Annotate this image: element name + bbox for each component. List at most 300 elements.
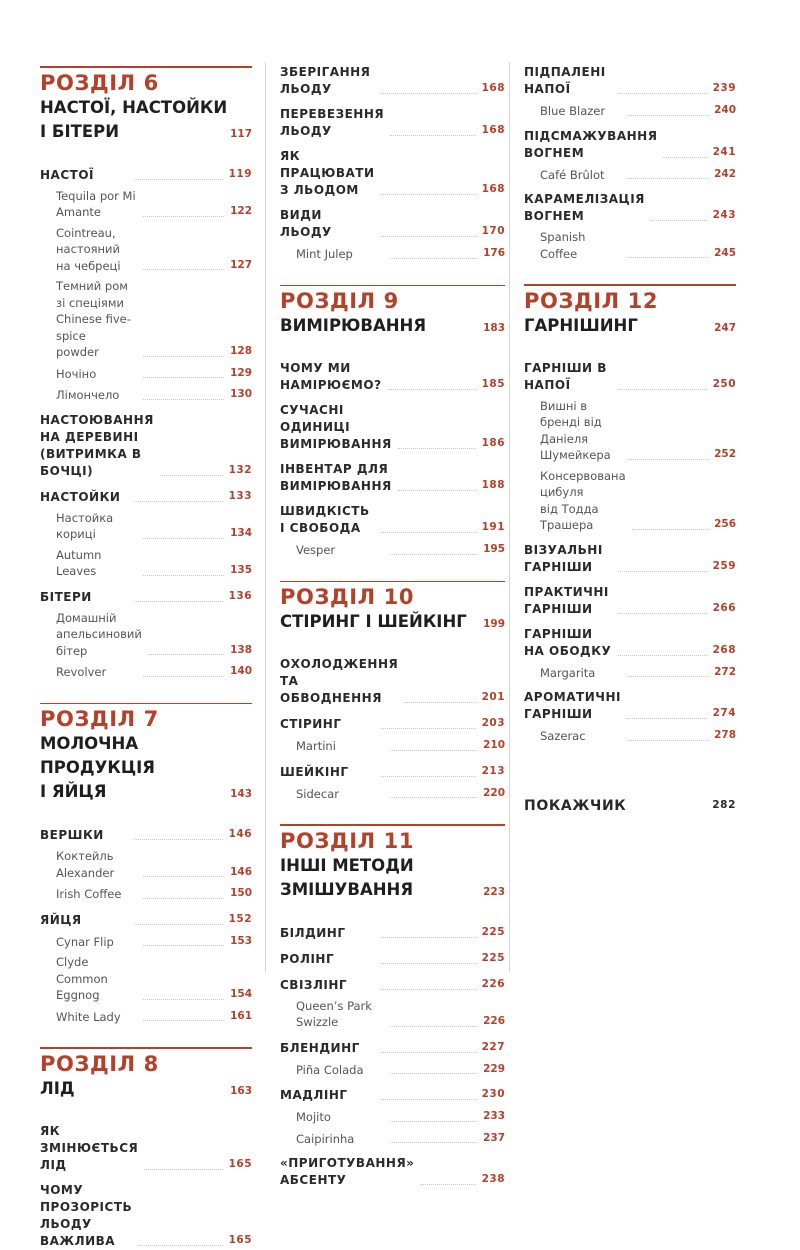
toc-section — [40, 412, 252, 480]
section-label — [280, 106, 384, 140]
toc-section — [280, 763, 505, 781]
label-line: Martini — [296, 739, 336, 753]
chapter-title — [524, 314, 714, 338]
dot-leader — [388, 389, 476, 390]
dot-leader — [381, 937, 476, 938]
label-line: Revolver — [56, 665, 107, 679]
page-number: 146 — [228, 828, 253, 840]
toc-subentry — [40, 278, 252, 361]
label-line: ШЕЙКІНГ — [280, 764, 349, 779]
section-label — [280, 1087, 375, 1104]
label-line: ПІДПАЛЕНІ НАПОЇ — [524, 65, 606, 96]
toc-section — [280, 715, 505, 733]
section-label — [40, 1123, 138, 1174]
section-label — [280, 1155, 414, 1189]
label-line: Piña Colada — [296, 1062, 364, 1077]
dot-leader — [390, 1073, 478, 1074]
chapter-heading — [280, 577, 505, 635]
page-number: 239 — [712, 82, 737, 94]
section-label — [280, 360, 382, 394]
toc-section — [280, 1086, 505, 1104]
page-number: 133 — [228, 489, 253, 502]
section-label — [524, 584, 612, 618]
toc-section — [40, 1123, 252, 1174]
toc-section — [280, 402, 505, 453]
label-line: ВИМІРЮВАННЯ — [280, 437, 392, 451]
toc-section — [524, 584, 736, 618]
toc-subentry — [524, 166, 736, 184]
toc-subentry — [280, 1130, 505, 1148]
section-label — [280, 951, 375, 968]
subentry-label — [540, 468, 626, 534]
toc-section — [280, 503, 505, 537]
toc-subentry — [524, 102, 736, 120]
page-number: 242 — [714, 167, 737, 180]
spacer — [40, 681, 252, 699]
dot-leader — [618, 571, 706, 572]
label-line: ЗБЕРІГАННЯ ЛЬОДУ — [280, 65, 371, 96]
spacer — [524, 262, 736, 280]
label-line: ВИДИ ЛЬОДУ — [280, 208, 332, 239]
dot-leader — [138, 1245, 222, 1246]
chapter-rule — [40, 1047, 252, 1049]
chapter-title-line: ПРОДУКЦІЯ — [40, 758, 155, 777]
dot-leader — [381, 728, 476, 729]
page-number: 122 — [230, 205, 253, 217]
label-line: Вишні в бренді від — [540, 398, 602, 429]
dot-leader — [143, 356, 224, 357]
page-number: 256 — [714, 518, 736, 530]
page-number: 161 — [230, 1009, 253, 1022]
label-line: Caipirinha — [296, 1131, 355, 1146]
dot-leader — [134, 839, 222, 840]
page-number: 282 — [712, 798, 736, 811]
dot-leader — [134, 179, 222, 180]
page-number: 152 — [228, 912, 253, 925]
toc-column-2 — [265, 62, 506, 1187]
toc-section — [524, 542, 736, 576]
label-line: Eggnog — [56, 988, 100, 1002]
label-line: НАСТОЙКИ — [40, 489, 121, 504]
dot-leader — [398, 490, 476, 491]
page-number: 233 — [483, 1110, 506, 1122]
dot-leader — [381, 93, 476, 94]
dot-leader — [143, 999, 224, 1000]
dot-leader — [381, 194, 476, 195]
page-number: 229 — [483, 1062, 506, 1075]
page-number: 150 — [230, 887, 253, 899]
label-line: Настойка кориці — [56, 510, 114, 541]
page-number: 128 — [230, 345, 253, 357]
label-line: НАСТОЮВАННЯ — [40, 412, 154, 427]
page-number: 136 — [228, 589, 253, 602]
label-line: Blue Blazer — [540, 104, 606, 118]
chapter-title — [280, 610, 483, 634]
subentry-label — [56, 366, 137, 383]
page-number: 226 — [483, 1015, 506, 1027]
chapter-heading — [524, 280, 736, 338]
page-number: 272 — [714, 665, 737, 678]
subentry-label — [296, 1131, 384, 1148]
page-number: 201 — [481, 691, 505, 703]
label-line: ВІЗУАЛЬНІ ГАРНІШИ — [524, 542, 603, 574]
subentry-label — [56, 664, 137, 681]
toc-subentry — [280, 541, 505, 559]
label-line: Vesper — [296, 543, 336, 557]
label-line: ВИМІРЮВАННЯ — [280, 479, 392, 493]
subentry-label — [296, 542, 384, 559]
label-line: ПІДСМАЖУВАННЯ — [524, 128, 658, 143]
label-line: ВОГНЕМ — [524, 209, 585, 223]
page-number: 176 — [483, 247, 506, 259]
dot-leader — [390, 258, 478, 259]
toc-subentry — [40, 510, 252, 543]
chapter-heading — [280, 820, 505, 902]
dot-leader — [381, 989, 476, 990]
chapter-title-line: СТІРИНГ І ШЕЙКІНГ — [280, 612, 467, 631]
page-number: 227 — [481, 1040, 506, 1053]
label-line: Queen’s Park Swizzle — [296, 998, 372, 1029]
label-line: Mint Julep — [296, 247, 353, 261]
label-line: Margarita — [540, 665, 596, 680]
toc-section — [40, 1182, 252, 1250]
subentry-label — [56, 547, 137, 580]
spacer — [40, 144, 252, 158]
toc-section — [280, 1155, 505, 1189]
dot-leader — [143, 377, 224, 378]
section-label — [40, 827, 128, 844]
chapter-title-line: НАСТОЇ, НАСТОЙКИ — [40, 97, 228, 117]
subentry-label — [296, 738, 384, 755]
label-line: ШВИДКІСТЬ І СВОБОДА — [280, 504, 370, 535]
label-line: БІТЕРИ — [40, 589, 92, 604]
label-line: ВОГНЕМ — [524, 145, 585, 160]
chapter-rule — [524, 284, 736, 286]
page-number: 259 — [712, 559, 737, 572]
label-line: Mojito — [296, 1110, 331, 1124]
page-number: 119 — [228, 167, 253, 180]
toc-subentry — [40, 386, 252, 404]
toc-subentry — [40, 188, 252, 221]
page-number: 225 — [481, 925, 506, 938]
section-label — [524, 689, 621, 723]
toc-section — [280, 64, 505, 98]
label-line: (ВИТРИМКА В БОЧЦІ) — [40, 446, 142, 478]
section-label — [280, 656, 398, 707]
chapter-rule — [280, 824, 505, 826]
dot-leader — [390, 750, 478, 751]
dot-leader — [381, 963, 476, 964]
toc-subentry — [40, 547, 252, 580]
page-number: 132 — [228, 463, 252, 476]
dot-leader — [143, 538, 224, 539]
section-label — [524, 191, 645, 225]
chapter-heading — [40, 699, 252, 805]
toc-subentry — [40, 848, 252, 881]
subentry-label — [540, 229, 621, 262]
page-number: 223 — [483, 885, 505, 898]
dot-leader — [390, 1026, 478, 1027]
section-label — [524, 542, 612, 576]
toc-section — [280, 1039, 505, 1057]
label-line: Домашній — [56, 610, 117, 625]
page-number: 165 — [228, 1157, 252, 1170]
toc-subentry — [524, 468, 736, 534]
page-number: 213 — [481, 764, 506, 777]
subentry-label — [296, 786, 384, 803]
toc-section — [40, 488, 252, 506]
chapter-title-row — [280, 854, 505, 902]
chapter-title-line: ЗМІШУВАННЯ — [280, 879, 414, 899]
label-line: АБСЕНТУ — [280, 1173, 347, 1187]
spacer — [280, 802, 505, 820]
toc-section — [524, 689, 736, 723]
spacer — [40, 1025, 252, 1043]
label-line: Irish Coffee — [56, 887, 122, 901]
dot-leader — [627, 178, 708, 179]
page-number: 127 — [230, 258, 253, 271]
chapter-title-row — [40, 1077, 252, 1101]
dot-leader — [398, 448, 476, 449]
section-label — [524, 64, 612, 98]
dot-leader — [143, 575, 224, 576]
dot-leader — [381, 532, 476, 533]
section-label — [280, 716, 375, 733]
subentry-label — [56, 387, 137, 404]
label-line: на чебреці — [56, 258, 121, 273]
page-number: 274 — [712, 707, 736, 719]
page-number: 143 — [230, 788, 252, 800]
chapter-label: РОЗДІЛ 6 — [40, 70, 159, 95]
spacer — [280, 634, 505, 648]
dot-leader — [143, 676, 224, 677]
page-number: 134 — [230, 527, 253, 539]
label-line: ЛЬОДУ ВАЖЛИВА — [40, 1216, 116, 1248]
label-line: ЯК ЗМІНЮЄТЬСЯ ЛІД — [40, 1123, 139, 1172]
label-line: Sazerac — [540, 729, 586, 743]
section-label — [280, 64, 375, 98]
page-number: 153 — [230, 934, 253, 947]
section-label — [40, 1182, 132, 1250]
label-line: Ночіно — [56, 366, 97, 381]
subentry-label — [296, 1109, 384, 1126]
chapter-title-row — [40, 732, 252, 804]
toc-section — [280, 461, 505, 495]
dot-leader — [143, 1020, 224, 1021]
label-line: ГАРНІШИ НА ОБОДКУ — [524, 626, 612, 658]
label-line: СВІЗЛІНГ — [280, 977, 348, 992]
page-number: 129 — [230, 366, 253, 379]
toc-section — [280, 207, 505, 241]
section-label — [280, 925, 375, 942]
page-number: 191 — [481, 521, 506, 533]
dot-leader — [381, 1052, 476, 1053]
page-number: 199 — [483, 618, 505, 630]
page-number: 237 — [483, 1131, 506, 1144]
label-line: Даніеля Шумейкера — [540, 431, 611, 462]
chapter-title-row — [280, 610, 505, 634]
label-line: від Тодда Трашера — [540, 501, 599, 532]
dot-leader — [618, 613, 706, 614]
page-number: 188 — [481, 479, 505, 491]
label-line: ЯЙЦЯ — [40, 912, 82, 927]
toc-subentry — [524, 398, 736, 464]
dot-leader — [390, 1121, 478, 1122]
label-line: Spanish Coffee — [540, 230, 586, 261]
label-line: ЯК ПРАЦЮВАТИ — [280, 149, 375, 180]
subentry-label — [540, 665, 621, 682]
toc-subentry — [280, 737, 505, 755]
dot-leader — [627, 115, 708, 116]
section-label — [524, 128, 657, 162]
label-line: Autumn Leaves — [56, 547, 102, 578]
page-number: 163 — [230, 1084, 252, 1097]
page-number: 168 — [481, 183, 506, 195]
section-label — [40, 912, 128, 929]
chapter-title-line: ГАРНІШИНГ — [524, 315, 638, 335]
page-number: 252 — [714, 448, 737, 460]
chapter-title-row — [524, 314, 736, 338]
dot-leader — [134, 501, 222, 502]
toc-subentry — [40, 663, 252, 681]
dot-leader — [618, 93, 706, 94]
toc-section — [40, 826, 252, 844]
spacer — [280, 559, 505, 577]
chapter-label: РОЗДІЛ 11 — [280, 828, 415, 853]
chapter-title-line: І БІТЕРИ — [40, 121, 120, 141]
subentry-label — [296, 998, 384, 1031]
dot-leader — [381, 236, 476, 237]
page-number: 247 — [714, 321, 736, 334]
dot-leader — [618, 389, 706, 390]
label-line: Chinese five-spice — [56, 312, 131, 343]
page-number: 135 — [230, 564, 253, 576]
label-line: ЧОМУ ПРОЗОРІСТЬ — [40, 1182, 133, 1214]
section-label — [280, 402, 392, 453]
section-label — [280, 977, 375, 994]
dot-leader — [134, 601, 222, 602]
chapter-label: РОЗДІЛ 12 — [524, 288, 659, 313]
label-line: КАРАМЕЛІЗАЦІЯ — [524, 192, 645, 206]
spacer — [40, 804, 252, 818]
dot-leader — [627, 459, 708, 460]
section-label — [280, 764, 375, 781]
subentry-label — [56, 610, 142, 660]
page-number: 210 — [483, 739, 506, 751]
section-label — [40, 589, 128, 606]
toc-section — [524, 64, 736, 98]
toc-subentry — [40, 225, 252, 275]
subentry-label — [296, 246, 384, 263]
dot-leader — [627, 718, 707, 719]
toc-subentry — [280, 785, 505, 803]
label-line: апельсиновий бітер — [56, 627, 142, 658]
section-label — [280, 1040, 375, 1057]
index-entry — [524, 797, 736, 815]
section-label — [40, 412, 154, 480]
label-line: З ЛЬОДОМ — [280, 183, 359, 197]
toc-subentry — [280, 245, 505, 263]
label-line: Cynar Flip — [56, 934, 114, 949]
page-number: 241 — [712, 145, 736, 158]
page-number: 185 — [481, 378, 505, 390]
dot-leader — [390, 135, 475, 136]
page-number: 225 — [481, 951, 506, 964]
label-line: Cointreau, настояний — [56, 225, 121, 256]
page-number: 154 — [230, 988, 253, 1000]
chapter-title — [280, 854, 483, 902]
toc-subentry — [524, 727, 736, 745]
subentry-label — [56, 848, 137, 881]
toc-subentry — [280, 1108, 505, 1126]
index-label: ПОКАЖЧИК — [524, 797, 627, 814]
dot-leader — [632, 529, 708, 530]
page-number: 226 — [481, 977, 506, 990]
page-number: 186 — [481, 437, 505, 449]
page-number: 117 — [230, 127, 252, 140]
label-line: МАДЛІНГ — [280, 1088, 348, 1102]
toc-subentry — [40, 610, 252, 660]
label-line: ГАРНІШИ В НАПОЇ — [524, 360, 607, 392]
label-line: White Lady — [56, 1009, 121, 1024]
dot-leader — [627, 740, 708, 741]
label-line: СУЧАСНІ ОДИНИЦІ — [280, 403, 351, 434]
toc-subentry — [524, 229, 736, 262]
subentry-label — [56, 934, 137, 951]
spacer — [40, 1101, 252, 1115]
subentry-label — [540, 167, 621, 184]
subentry-label — [540, 398, 621, 464]
page-number: 238 — [481, 1173, 505, 1185]
toc-subentry — [40, 933, 252, 951]
page-number: 203 — [481, 717, 506, 729]
subentry-label — [56, 225, 137, 275]
dot-leader — [390, 1142, 478, 1143]
page-number: 245 — [714, 246, 737, 259]
section-label — [280, 148, 375, 199]
toc-section — [524, 626, 736, 660]
label-line: Café Brûlot — [540, 167, 605, 182]
dot-leader — [381, 1099, 476, 1100]
dot-leader — [160, 475, 223, 476]
dot-leader — [143, 876, 224, 877]
page-number: 168 — [481, 82, 506, 94]
subentry-label — [296, 1062, 384, 1079]
label-line: БІЛДИНГ — [280, 925, 346, 940]
dot-leader — [381, 776, 476, 777]
toc-subentry — [40, 365, 252, 383]
toc-section — [40, 911, 252, 929]
chapter-heading — [40, 62, 252, 144]
chapter-heading — [280, 281, 505, 339]
toc-section — [524, 128, 736, 162]
page-number: 130 — [230, 388, 253, 400]
toc-section — [280, 950, 505, 968]
spacer — [524, 338, 736, 352]
toc-subentry — [40, 885, 252, 903]
subentry-label — [56, 886, 137, 903]
dot-leader — [144, 1169, 222, 1170]
section-label — [524, 360, 612, 394]
section-label — [280, 461, 392, 495]
page-number: 220 — [483, 786, 506, 799]
toc-subentry — [40, 1008, 252, 1026]
dot-leader — [143, 216, 224, 217]
toc-column-1 — [40, 62, 252, 1250]
page-number: 170 — [481, 225, 506, 237]
page-number: 278 — [714, 729, 737, 741]
toc-subentry — [280, 1061, 505, 1079]
